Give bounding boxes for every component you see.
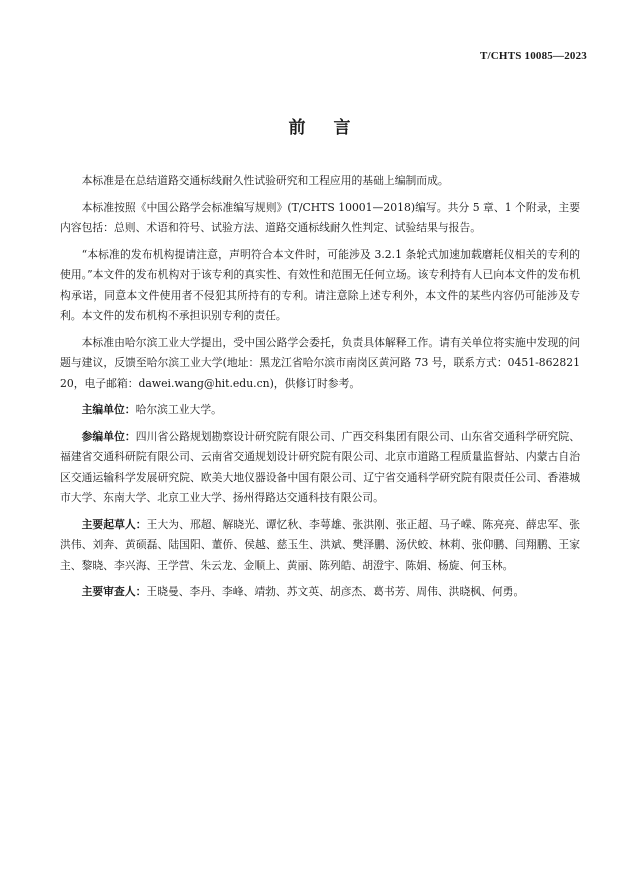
page-title: 前言 — [288, 118, 379, 138]
participating-units-value: 四川省公路规划勘察设计研究院有限公司、广西交科集团有限公司、山东省交通科学研究院、福建省交通科研院有限公司、云南省交通规划设计研究院有限公司、北京市道路工程质量监督站、内蒙古自治区交通运输科学发展研究院、欧美大地仪器设备中国有限公司、辽宁省交通科学研究院有限责任公司、香港城市大学、东南大学、北京工业大学、扬州得路达交通科技有限公司。 — [60, 429, 581, 504]
preface-content — [60, 171, 580, 609]
editor-unit-value: 哈尔滨工业大学。 — [135, 403, 222, 416]
main-drafters-paragraph — [60, 515, 580, 577]
standard-number: T/CHTS 10085—2023 — [480, 50, 587, 62]
paragraph-patent-notice: “本标准的发布机构提请注意，声明符合本文件时，可能涉及 3.2.1 条轮式加速加载磨耗仪相关的专利的使用。”本文件的发布机构对于该专利的真实性、有效性和范围无任何立场。该专利持有人已向本文件的发布机构承诺，同意本文件使用者不侵犯其所持有的专利。请注意除上述专利外，本文件的某些内容仍可能涉及专利。本文件的发布机构不承担识别专利的责任。 — [60, 247, 580, 322]
editor-unit-label: 主编单位： — [81, 403, 136, 416]
main-drafters-label: 主要起草人： — [81, 517, 147, 531]
paragraph-basis: 本标准是在总结道路交通标线耐久性试验研究和工程应用的基础上编制而成。 — [81, 174, 449, 187]
main-reviewers-label: 主要审查人： — [81, 585, 147, 598]
main-drafters-value: 王大为、邢超、解晓光、谭忆秋、李萼雄、张洪刚、张正超、马子嵘、陈亮亮、薛忠军、张洪伟、刘奔、黄硕磊、陆国阳、董侨、侯越、慈玉生、洪斌、樊泽鹏、汤伏蛟、林莉、张仰鹏、闫翔鹏、王家主、黎晓、李兴海、王学营、朱云龙、金顺上、黄丽、陈列皓、胡澄宇、陈娟、杨旋、何玉林。 — [60, 517, 580, 572]
paragraph-proposer: 本标准由哈尔滨工业大学提出，受中国公路学会委托，负责具体解释工作。请有关单位将实施中发现的问题与建议，反馈至哈尔滨工业大学(地址：黑龙江省哈尔滨市南岗区黄河路 73 号，联系方式：0451-86282120，电子邮箱：dawei.wang@hit.edu.cn)，供修订时参考。 — [60, 335, 580, 390]
editor-unit-paragraph — [60, 400, 580, 421]
paragraph-drafting-rules: 本标准按照《中国公路学会标准编写规则》(T/CHTS 10001—2018)编写。共分 5 章、1 个附录，主要内容包括：总则、术语和符号、试验方法、道路交通标线耐久性判定、试验结果与报告。 — [60, 200, 580, 234]
main-reviewers-paragraph — [60, 582, 580, 603]
participating-units-label: 参编单位： — [81, 429, 136, 443]
main-reviewers-value: 王晓曼、李丹、李峰、靖勃、苏文英、胡彦杰、葛书芳、周伟、洪晓枫、何勇。 — [146, 585, 525, 598]
participating-units-paragraph — [60, 427, 580, 509]
